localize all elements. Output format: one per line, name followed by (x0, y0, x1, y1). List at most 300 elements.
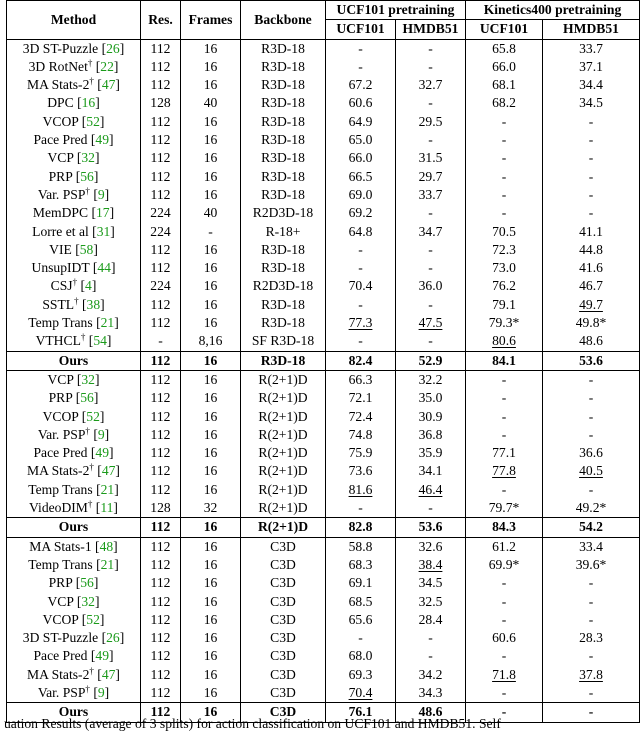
score-value: 58.8 (348, 538, 373, 554)
citation-link[interactable]: 52 (86, 113, 100, 129)
backbone-cell: R3D-18 (241, 149, 326, 167)
method-cell: MA Stats-1 [48] (7, 537, 141, 556)
k400-ucf101-cell (466, 94, 543, 112)
citation-link[interactable]: 32 (81, 593, 95, 609)
score-value: 68.0 (348, 648, 373, 664)
k400-hmdb51-cell (543, 168, 640, 186)
ours-row (7, 351, 640, 370)
score-value: - (501, 426, 507, 442)
ucf-hmdb51-cell (396, 593, 466, 611)
citation-link[interactable]: 47 (101, 666, 116, 682)
score-value: 69.9* (488, 556, 520, 572)
citation-link[interactable]: 26 (106, 40, 120, 56)
backbone-cell: C3D (241, 647, 326, 665)
score-value: 68.3 (348, 556, 373, 572)
score-value: - (588, 113, 594, 129)
score-value: 69.3 (348, 666, 373, 682)
k400-hmdb51-cell (543, 277, 640, 295)
score-value: 79.7* (488, 500, 520, 516)
ucf-ucf101-cell (326, 296, 396, 314)
frames-cell: 16 (181, 314, 241, 332)
table-row (7, 684, 640, 703)
citation-link[interactable]: 9 (97, 186, 105, 202)
k400-hmdb51-cell (543, 574, 640, 592)
ucf-hmdb51-cell (396, 94, 466, 112)
dagger-mark: † (87, 499, 93, 510)
citation-link[interactable]: 56 (80, 575, 94, 591)
frames-cell: 16 (181, 684, 241, 703)
score-value: - (588, 168, 594, 184)
group-header-ucf101: UCF101 pretraining (326, 1, 466, 20)
score-value: 84.1 (492, 352, 516, 368)
citation-link[interactable]: 52 (86, 408, 100, 424)
ucf-ucf101-cell (326, 168, 396, 186)
backbone-cell: C3D (241, 556, 326, 574)
k400-ucf101-cell (466, 168, 543, 186)
ucf-ucf101-cell (326, 574, 396, 592)
score-value: 30.9 (418, 408, 443, 424)
method-name: MA Stats-2 (27, 77, 90, 93)
k400-ucf101-cell (466, 537, 543, 556)
res-cell: 112 (141, 351, 181, 370)
score-value: 34.3 (418, 684, 443, 700)
citation-link[interactable]: 48 (99, 538, 114, 554)
k400-ucf101-cell (466, 39, 543, 58)
method-cell: PRP [56] (7, 389, 141, 407)
score-value: - (501, 575, 507, 591)
table-row (7, 444, 640, 462)
k400-hmdb51-cell (543, 629, 640, 647)
method-name: VIE (49, 241, 72, 257)
k400-ucf101-cell (466, 296, 543, 314)
ucf-hmdb51-cell (396, 149, 466, 167)
k400-hmdb51-cell (543, 666, 640, 684)
table-row (7, 332, 640, 351)
score-value: 48.6 (579, 333, 603, 349)
score-value: 61.2 (492, 538, 516, 554)
method-cell: Pace Pred [49] (7, 131, 141, 149)
k400-ucf101-cell (466, 499, 543, 518)
citation-link[interactable]: 52 (86, 611, 100, 627)
table-row (7, 462, 640, 480)
ucf-hmdb51-cell (396, 204, 466, 222)
citation-link[interactable]: 47 (101, 77, 116, 93)
k400-ucf101-cell (466, 131, 543, 149)
score-value: 65.6 (348, 611, 373, 627)
backbone-cell: R-18+ (241, 223, 326, 241)
score-value: 71.8 (492, 666, 516, 682)
score-value: 60.6 (348, 95, 373, 111)
score-value: 80.6 (492, 333, 516, 349)
citation-link[interactable]: 21 (100, 556, 115, 572)
citation-link[interactable]: 26 (106, 630, 120, 646)
method-name: VTHCL (35, 333, 81, 349)
res-cell: 112 (141, 647, 181, 665)
res-cell: 112 (141, 241, 181, 259)
ucf-ucf101-cell (326, 629, 396, 647)
table-row (7, 481, 640, 499)
score-value: - (588, 426, 594, 442)
citation-link[interactable]: 56 (80, 168, 94, 184)
backbone-cell: R2D3D-18 (241, 204, 326, 222)
table-row (7, 168, 640, 186)
table-row (7, 556, 640, 574)
score-value: - (358, 296, 363, 312)
dagger-mark: † (80, 332, 86, 343)
score-value: 65.0 (348, 132, 373, 148)
backbone-cell: R3D-18 (241, 314, 326, 332)
score-value: 52.9 (418, 352, 443, 368)
backbone-cell: R3D-18 (241, 58, 326, 76)
citation-link[interactable]: 22 (100, 58, 114, 74)
method-cell: CSJ† [4] (7, 277, 141, 295)
ucf-hmdb51-cell (396, 58, 466, 76)
method-name: VCP (47, 371, 74, 387)
method-cell: PRP [56] (7, 168, 141, 186)
ucf-hmdb51-cell (396, 76, 466, 94)
ucf-hmdb51-cell (396, 186, 466, 204)
citation-link[interactable]: 31 (96, 223, 111, 239)
frames-cell: 40 (181, 94, 241, 112)
frames-cell: 16 (181, 426, 241, 444)
dagger-mark: † (89, 76, 94, 87)
score-value: - (428, 500, 433, 516)
citation-link[interactable]: 21 (100, 315, 115, 331)
results-table (6, 0, 640, 723)
res-cell: 112 (141, 703, 181, 722)
table-row (7, 186, 640, 204)
res-cell: 112 (141, 556, 181, 574)
group-header-kinetics400: Kinetics400 pretraining (466, 1, 640, 20)
table-row (7, 204, 640, 222)
method-cell: DPC [16] (7, 94, 141, 112)
res-cell: 112 (141, 611, 181, 629)
frames-cell: 16 (181, 149, 241, 167)
backbone-cell: R(2+1)D (241, 481, 326, 499)
score-value: 72.3 (492, 241, 516, 257)
score-value: - (428, 260, 433, 276)
score-value: 34.4 (579, 77, 603, 93)
k400-hmdb51-cell (543, 223, 640, 241)
ucf-hmdb51-cell (396, 499, 466, 518)
k400-hmdb51-cell (543, 370, 640, 389)
score-value: 53.6 (579, 352, 603, 368)
res-cell: 112 (141, 76, 181, 94)
ucf-ucf101-cell (326, 351, 396, 370)
ours-row (7, 518, 640, 537)
k400-ucf101-cell (466, 223, 543, 241)
frames-cell: 16 (181, 370, 241, 389)
k400-ucf101-cell (466, 241, 543, 259)
score-value: - (428, 40, 433, 56)
k400-hmdb51-cell (543, 94, 640, 112)
score-value: 29.7 (418, 168, 443, 184)
score-value: - (588, 593, 594, 609)
res-cell: 112 (141, 58, 181, 76)
backbone-cell: R3D-18 (241, 131, 326, 149)
sub-header-hmdb51: HMDB51 (543, 20, 640, 39)
score-value: 28.3 (579, 630, 603, 646)
k400-ucf101-cell (466, 518, 543, 537)
citation-link[interactable]: 17 (95, 205, 110, 221)
sub-header-hmdb51: HMDB51 (396, 20, 466, 39)
k400-hmdb51-cell (543, 39, 640, 58)
method-name: DPC (47, 95, 74, 111)
citation-link[interactable]: 38 (86, 296, 101, 312)
ucf-ucf101-cell (326, 408, 396, 426)
table-row (7, 314, 640, 332)
backbone-cell: R3D-18 (241, 168, 326, 186)
frames-cell: 16 (181, 703, 241, 722)
backbone-cell: R3D-18 (241, 94, 326, 112)
k400-ucf101-cell (466, 684, 543, 703)
citation-link[interactable]: 49 (95, 648, 109, 664)
backbone-cell: R(2+1)D (241, 370, 326, 389)
k400-hmdb51-cell (543, 481, 640, 499)
score-value: - (358, 260, 363, 276)
score-value: 76.2 (492, 278, 516, 294)
res-cell: 112 (141, 131, 181, 149)
ucf-hmdb51-cell (396, 113, 466, 131)
backbone-cell: C3D (241, 703, 326, 722)
k400-ucf101-cell (466, 426, 543, 444)
score-value: 70.5 (492, 223, 516, 239)
frames-cell: 40 (181, 204, 241, 222)
backbone-cell: C3D (241, 629, 326, 647)
score-value: - (358, 333, 363, 349)
citation-link[interactable]: 32 (81, 150, 95, 166)
score-value: - (501, 205, 507, 221)
score-value: 47.5 (418, 315, 443, 331)
score-value: - (358, 40, 363, 56)
k400-ucf101-cell (466, 481, 543, 499)
citation-link[interactable]: 9 (97, 426, 105, 442)
ucf-ucf101-cell (326, 499, 396, 518)
ucf-ucf101-cell (326, 314, 396, 332)
method-name: 3D ST-Puzzle (22, 40, 99, 56)
k400-ucf101-cell (466, 611, 543, 629)
res-cell: 128 (141, 499, 181, 518)
score-value: - (588, 611, 594, 627)
k400-ucf101-cell (466, 593, 543, 611)
table-row (7, 370, 640, 389)
citation-link[interactable]: 44 (97, 260, 111, 276)
score-value: 79.3* (488, 315, 520, 331)
method-name: Ours (58, 519, 89, 535)
table-header (7, 1, 640, 40)
score-value: 36.0 (418, 278, 443, 294)
k400-hmdb51-cell (543, 131, 640, 149)
score-value: - (428, 333, 433, 349)
citation-link[interactable]: 49 (95, 132, 109, 148)
res-cell: 112 (141, 314, 181, 332)
method-name: Var. PSP (37, 684, 86, 700)
score-value: 66.0 (348, 150, 373, 166)
score-value: - (358, 241, 363, 257)
citation-link[interactable]: 21 (100, 481, 115, 497)
score-value: 34.2 (418, 666, 443, 682)
score-value: - (501, 371, 507, 387)
res-cell: 112 (141, 149, 181, 167)
k400-ucf101-cell (466, 204, 543, 222)
k400-ucf101-cell (466, 574, 543, 592)
ucf-hmdb51-cell (396, 629, 466, 647)
score-value: - (588, 150, 594, 166)
backbone-cell: R(2+1)D (241, 462, 326, 480)
citation-link[interactable]: 32 (81, 371, 95, 387)
citation-link[interactable]: 4 (85, 278, 92, 294)
ucf-ucf101-cell (326, 481, 396, 499)
citation-link[interactable]: 9 (97, 684, 105, 700)
ucf-hmdb51-cell (396, 444, 466, 462)
method-name: Var. PSP (37, 186, 86, 202)
score-value: 82.8 (348, 519, 373, 535)
score-value: 46.4 (418, 481, 443, 497)
backbone-cell: R(2+1)D (241, 426, 326, 444)
score-value: 60.6 (492, 630, 516, 646)
method-name: MA Stats-2 (27, 666, 90, 682)
method-name: PRP (48, 575, 73, 591)
dagger-mark: † (85, 185, 90, 196)
method-cell: VideoDIM† [11] (7, 499, 141, 518)
frames-cell: 16 (181, 647, 241, 665)
score-value: 49.8* (575, 315, 607, 331)
k400-ucf101-cell (466, 332, 543, 351)
table-caption: uation Results (average of 3 splits) for action classification on UCF101 and HMDB51. Self (4, 716, 501, 731)
citation-link[interactable]: 49 (95, 445, 109, 461)
dagger-mark: † (89, 462, 94, 473)
method-name: Var. PSP (37, 426, 86, 442)
method-cell: SSTL† [38] (7, 296, 141, 314)
score-value: 31.5 (418, 150, 443, 166)
res-cell: 112 (141, 684, 181, 703)
k400-ucf101-cell (466, 444, 543, 462)
method-name: MA Stats-2 (27, 463, 90, 479)
dagger-mark: † (87, 57, 93, 68)
k400-hmdb51-cell (543, 296, 640, 314)
res-cell: 128 (141, 94, 181, 112)
backbone-cell: R3D-18 (241, 351, 326, 370)
k400-hmdb51-cell (543, 149, 640, 167)
res-cell: 112 (141, 666, 181, 684)
score-value: 32.5 (418, 593, 443, 609)
frames-cell: 16 (181, 444, 241, 462)
table-body (7, 39, 640, 722)
k400-hmdb51-cell (543, 537, 640, 556)
ucf-hmdb51-cell (396, 39, 466, 58)
ucf-ucf101-cell (326, 76, 396, 94)
frames-cell: 16 (181, 259, 241, 277)
score-value: 37.1 (579, 58, 603, 74)
score-value: 40.5 (579, 463, 603, 479)
ucf-ucf101-cell (326, 277, 396, 295)
table-row (7, 241, 640, 259)
score-value: 35.9 (418, 445, 443, 461)
score-value: 77.3 (348, 315, 373, 331)
score-value: - (501, 150, 507, 166)
score-value: - (588, 704, 594, 720)
backbone-cell: R(2+1)D (241, 518, 326, 537)
res-cell: 112 (141, 186, 181, 204)
frames-cell: 16 (181, 168, 241, 186)
k400-ucf101-cell (466, 408, 543, 426)
ucf-ucf101-cell (326, 186, 396, 204)
ucf-hmdb51-cell (396, 351, 466, 370)
ucf-hmdb51-cell (396, 537, 466, 556)
score-value: 70.4 (348, 684, 373, 700)
res-cell: 112 (141, 408, 181, 426)
k400-hmdb51-cell (543, 408, 640, 426)
score-value: - (588, 575, 594, 591)
k400-ucf101-cell (466, 58, 543, 76)
dagger-mark: † (85, 683, 90, 694)
score-value: - (358, 500, 363, 516)
score-value: 64.8 (348, 223, 373, 239)
method-name: VCP (47, 593, 74, 609)
citation-link[interactable]: 54 (93, 333, 107, 349)
ucf-ucf101-cell (326, 444, 396, 462)
ucf-hmdb51-cell (396, 574, 466, 592)
score-value: - (588, 648, 594, 664)
ucf-hmdb51-cell (396, 462, 466, 480)
citation-link[interactable]: 56 (80, 390, 94, 406)
table-row (7, 389, 640, 407)
method-name: Pace Pred (33, 132, 88, 148)
method-cell: Temp Trans [21] (7, 481, 141, 499)
score-value: 35.0 (418, 390, 443, 406)
ucf-hmdb51-cell (396, 296, 466, 314)
k400-hmdb51-cell (543, 462, 640, 480)
score-value: - (428, 296, 433, 312)
method-cell: Lorre et al [31] (7, 223, 141, 241)
backbone-cell: C3D (241, 666, 326, 684)
res-cell: 112 (141, 168, 181, 186)
citation-link[interactable]: 11 (100, 500, 114, 516)
score-value: - (501, 390, 507, 406)
score-value: - (428, 95, 433, 111)
res-cell: 224 (141, 204, 181, 222)
frames-cell: 16 (181, 518, 241, 537)
k400-ucf101-cell (466, 462, 543, 480)
score-value: - (501, 481, 507, 497)
ucf-hmdb51-cell (396, 426, 466, 444)
method-cell: MA Stats-2† [47] (7, 462, 141, 480)
score-value: - (501, 593, 507, 609)
frames-cell: - (181, 223, 241, 241)
citation-link[interactable]: 16 (81, 95, 96, 111)
score-value: - (588, 132, 594, 148)
sub-header-ucf101: UCF101 (326, 20, 396, 39)
method-cell: MemDPC [17] (7, 204, 141, 222)
score-value: 81.6 (348, 481, 373, 497)
citation-link[interactable]: 47 (101, 463, 116, 479)
table-row (7, 39, 640, 58)
frames-cell: 8,16 (181, 332, 241, 351)
k400-ucf101-cell (466, 76, 543, 94)
score-value: 66.3 (348, 371, 373, 387)
k400-ucf101-cell (466, 556, 543, 574)
table-row (7, 223, 640, 241)
k400-ucf101-cell (466, 259, 543, 277)
k400-ucf101-cell (466, 186, 543, 204)
citation-link[interactable]: 58 (79, 241, 94, 257)
method-name: VCOP (42, 113, 79, 129)
score-value: 41.6 (579, 260, 603, 276)
method-cell: Var. PSP† [9] (7, 426, 141, 444)
method-cell: Pace Pred [49] (7, 444, 141, 462)
score-value: - (428, 58, 433, 74)
score-value: - (428, 630, 433, 646)
